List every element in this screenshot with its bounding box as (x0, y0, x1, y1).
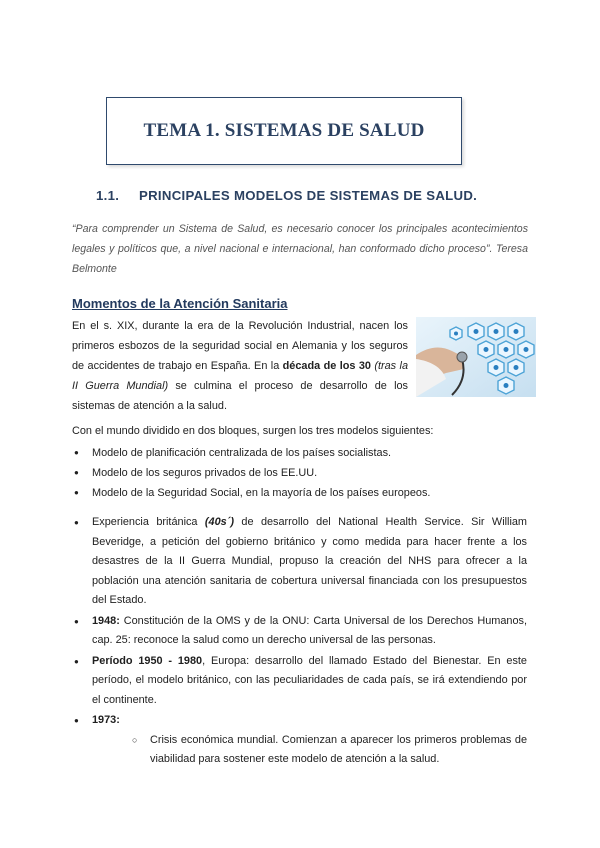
list-item (72, 612, 527, 651)
intro-paragraph (72, 316, 408, 416)
event-text: de desarrollo del National Health Service. Sir William Beveridge, a petición del gobierno británico y como medida para hacer frente a los desastres de la II Guerra Mundial, propuso la creación del NHS para ofrecer a la población una atención sanitaria de cobertura universal financiada con los presupuestos del Estado. (92, 516, 527, 606)
events-list (72, 513, 527, 771)
event-date: 1948: (92, 614, 120, 627)
page-title: TEMA 1. SISTEMAS DE SALUD (143, 120, 425, 141)
subheading: Momentos de la Atención Sanitaria (72, 296, 288, 311)
list-item: ● Modelo de planificación centralizada de los países socialistas. (72, 443, 532, 463)
list-item (72, 711, 527, 770)
list-item (72, 652, 527, 711)
event-date: Período 1950 - 1980 (92, 654, 203, 667)
list-item: ● Modelo de los seguros privados de los EE.UU. (72, 463, 532, 483)
health-network-image (416, 317, 536, 397)
models-intro: Con el mundo dividido en dos bloques, surgen los tres modelos siguientes: (72, 425, 434, 437)
section-number: 1.1. (96, 188, 120, 203)
section-heading (96, 188, 477, 203)
event-text: , Europa: desarrollo del llamado Estado del Bienestar. En este período, el modelo británico, con las peculiaridades de cada país, se irá extendiendo por el continente. (92, 654, 527, 706)
event-date: 1973: (92, 714, 120, 726)
section-label: PRINCIPALES MODELOS DE SISTEMAS DE SALUD. (139, 188, 478, 203)
list-item (72, 513, 527, 611)
intro-italic: (tras la II Guerra Mundial) (72, 360, 409, 392)
intro-text-1: En el s. XIX, durante la era de la Revolución Industrial, nacen los primeros esbozos de la seguridad social en Alemania y los seguros de accidentes de trabajo en España. En la (72, 320, 408, 372)
quote: “Para comprender un Sistema de Salud, es necesario conocer los principales acontecimientos legales y políticos que, a nivel nacional e internacional, han conformado dicho proceso”. Teresa Belmonte (72, 223, 528, 275)
event-text: Constitución de la OMS y de la ONU: Carta Universal de los Derechos Humanos, cap. 25: reconoce la salud como un derecho universal de las personas. (92, 614, 527, 646)
models-list (72, 443, 532, 503)
title-box (106, 97, 462, 165)
sub-list-item: ○ Crisis económica mundial. Comienzan a aparecer los primeros problemas de viabilidad para sostener este modelo de atención a la salud. (130, 731, 527, 770)
intro-text-2: se culmina el proceso de desarrollo de los sistemas de atención a la salud. (72, 380, 408, 412)
event-emphasis: (40s´) (204, 516, 234, 528)
event-text: Experiencia británica (92, 516, 205, 528)
list-item: ● Modelo de la Seguridad Social, en la mayoría de los países europeos. (72, 483, 532, 503)
sub-list (92, 731, 527, 770)
intro-bold: década de los 30 (282, 360, 371, 372)
